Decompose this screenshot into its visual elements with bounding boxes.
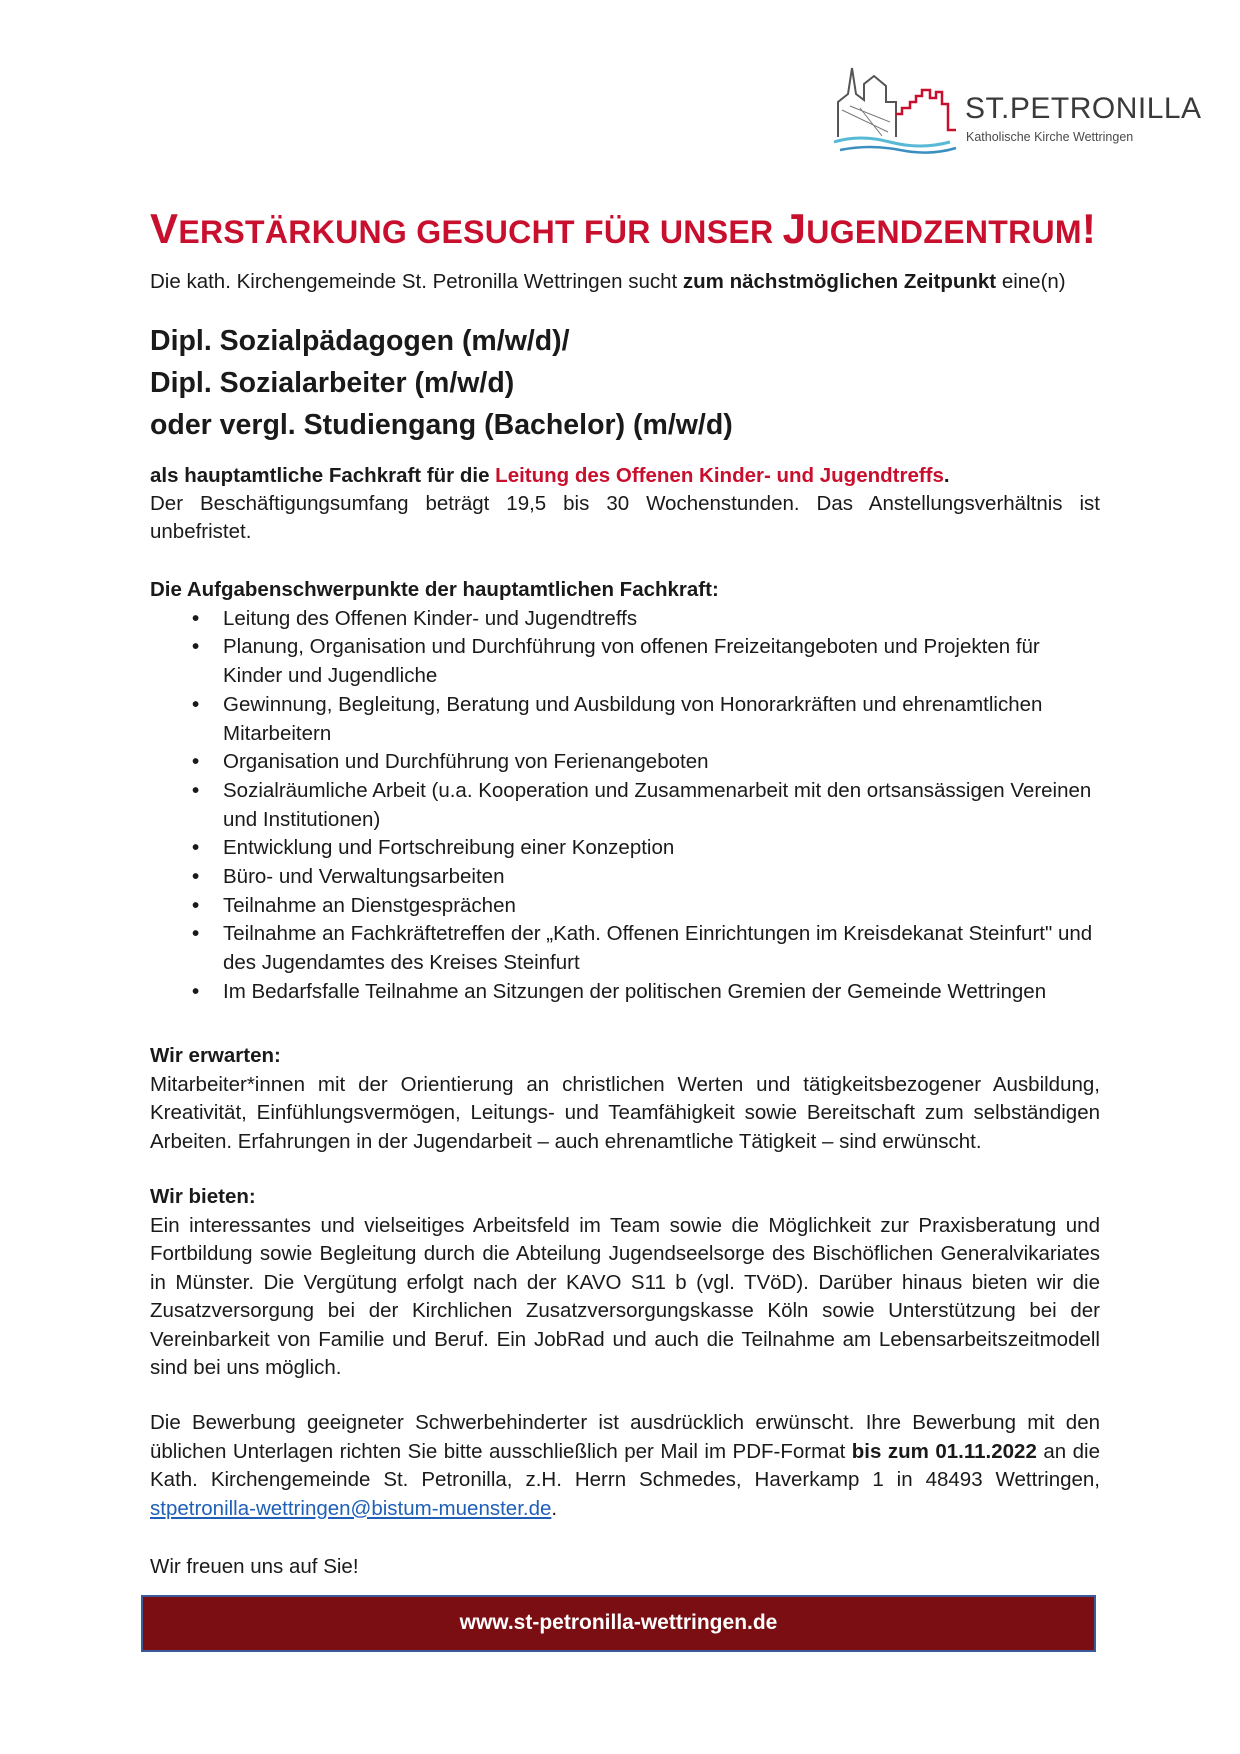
logo [830, 62, 1202, 157]
list-item: • Sozialräumliche Arbeit (u.a. Kooperation und Zusammenarbeit mit den ortsansässigen Vereinen und Institutionen) [150, 777, 1100, 834]
position-titles [150, 320, 1100, 446]
logo-subtitle: Katholische Kirche Wettringen [966, 130, 1134, 144]
list-item: • Planung, Organisation und Durchführung von offenen Freizeitangeboten und Projekten für Kinder und Jugendliche [150, 633, 1100, 690]
page-title: VERSTÄRKUNG GESUCHT FÜR UNSER JUGENDZENTRUM! [150, 205, 1097, 252]
task-list [150, 605, 1100, 1007]
section-heading: Wir bieten: [150, 1185, 256, 1208]
deadline: bis zum 01.11.2022 [851, 1439, 1037, 1463]
section-body: Ein interessantes und vielseitiges Arbeitsfeld im Team sowie die Möglichkeit zur Praxisberatung und Fortbildung sowie Begleitung durch die Abteilung Jugendseelsorge des Bischöflichen Generalvikariates in Münster. Die Vergütung erfolgt nach der KAVO S11 b (vgl. TVöD). Darüber hinaus bieten wir die Zusatzversorgung bei der Kirchlichen Zusatzversorgungskasse Köln sowie Unterstützung bei der Vereinbarkeit von Familie und Beruf. Ein JobRad und auch die Teilnahme am Lebensarbeitszeitmodell sind bei uns möglich. [150, 1213, 1100, 1379]
list-item: • Gewinnung, Begleitung, Beratung und Ausbildung von Honorarkräften und ehrenamtlichen Mitarbeitern [150, 691, 1100, 748]
list-item: • Organisation und Durchführung von Ferienangeboten [150, 748, 1100, 777]
list-item: • Büro- und Verwaltungsarbeiten [150, 863, 1100, 892]
list-item: • Leitung des Offenen Kinder- und Jugendtreffs [150, 605, 1100, 634]
section-heading: Die Aufgabenschwerpunkte der hauptamtlichen Fachkraft: [150, 578, 719, 601]
email-link[interactable]: stpetronilla-wettringen@bistum-muenster.de [150, 1496, 552, 1520]
subtitle-lead: als hauptamtliche Fachkraft für die Leitung des Offenen Kinder- und Jugendtreffs. [150, 464, 950, 487]
intro-text: Die kath. Kirchengemeinde St. Petronilla Wettringen sucht zum nächstmöglichen Zeitpunkt eine(n) [150, 270, 1066, 293]
section-body: Mitarbeiter*innen mit der Orientierung an christlichen Werten und tätigkeitsbezogener Ausbildung, Kreativität, Einfühlungsvermögen, Leitungs- und Teamfähigkeit sowie Bereitschaft zum selbständigen Arbeiten. Erfahrungen in der Jugendarbeit – auch ehrenamtliche Tätigkeit – sind erwünscht. [150, 1072, 1100, 1153]
application-text: Die Bewerbung geeigneter Schwerbehinderter ist ausdrücklich erwünscht. Ihre Bewerbung mit den üblichen Unterlagen richten Sie bitte ausschließlich per Mail im PDF-Format bis zum 01.11.2022 an die Kath. Kirchengemeinde St. Petronilla, z.H. Herrn Schmedes, Haverkamp 1 in 48493 Wettringen, stpetronilla-wettringen@bistum-muenster.de. [150, 1411, 1100, 1520]
footer-banner [141, 1595, 1096, 1652]
position-title: oder vergl. Studiengang (Bachelor) (m/w/d) [150, 409, 733, 441]
website-link[interactable]: www.st-petronilla-wettringen.de [459, 1611, 778, 1634]
position-title: Dipl. Sozialarbeiter (m/w/d) [150, 367, 515, 399]
list-item: • Entwicklung und Fortschreibung einer Konzeption [150, 834, 1100, 863]
church-icon [830, 62, 965, 157]
section-heading: Wir erwarten: [150, 1044, 281, 1067]
list-item: • Teilnahme an Fachkräftetreffen der „Kath. Offenen Einrichtungen im Kreisdekanat Steinfurt" und des Jugendamtes des Kreises Steinfurt [150, 920, 1100, 977]
list-item: • Teilnahme an Dienstgesprächen [150, 892, 1100, 921]
offer-section [150, 1183, 1100, 1383]
list-item: • Im Bedarfsfalle Teilnahme an Sitzungen der politischen Gremien der Gemeinde Wettringen [150, 978, 1100, 1007]
closing-text: Wir freuen uns auf Sie! [150, 1555, 359, 1578]
logo-name: ST.PETRONILLA [965, 92, 1202, 125]
position-title: Dipl. Sozialpädagogen (m/w/d)/ [150, 325, 570, 357]
position-subtitle [150, 462, 1100, 546]
tasks-section [150, 576, 1100, 1007]
expect-section [150, 1042, 1100, 1156]
employment-scope: Der Beschäftigungsumfang beträgt 19,5 bis 30 Wochenstunden. Das Anstellungsverhältnis ist unbefristet. [150, 492, 1100, 543]
